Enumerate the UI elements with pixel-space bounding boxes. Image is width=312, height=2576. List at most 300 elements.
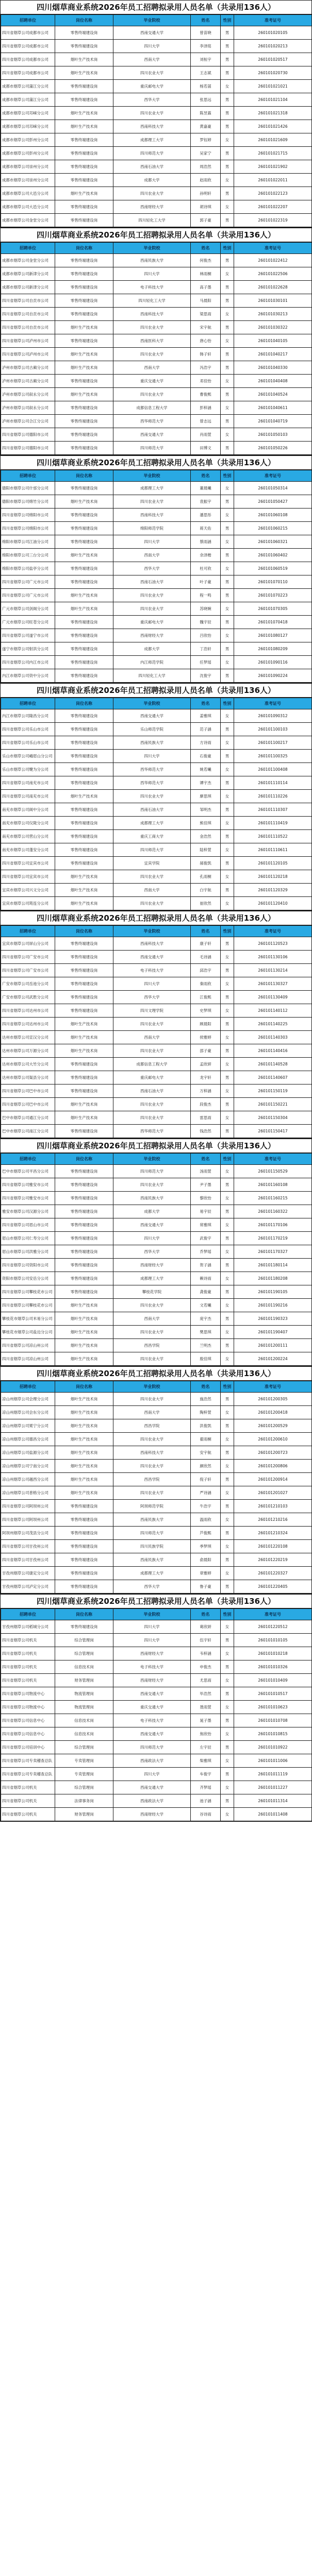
table-row [1, 1781, 312, 1794]
table-row [1, 1205, 312, 1218]
cell-gender: 男 [221, 1553, 234, 1567]
cell-gender: 男 [221, 1285, 234, 1299]
cell-gender: 男 [221, 830, 234, 843]
table-row [1, 1540, 312, 1553]
cell-school: 四川农业大学 [113, 1098, 191, 1111]
cell-ticket: 260101200806 [234, 1460, 312, 1473]
cell-post: 烟叶生产技术岗 [55, 1352, 113, 1366]
cell-ticket: 260101120105 [234, 857, 312, 870]
cell-unit: 四川省烟草公司广安市公司 [1, 964, 55, 977]
cell-ticket: 260101140303 [234, 1031, 312, 1044]
cell-unit: 四川省烟草公司机关 [1, 1808, 55, 1821]
cell-name: 章雅婷 [191, 1567, 221, 1580]
cell-school: 四川大学 [113, 1232, 191, 1245]
cell-ticket: 260101220327 [234, 1567, 312, 1580]
column-header-name: 姓名 [191, 698, 221, 709]
cell-gender: 男 [221, 26, 234, 40]
table-row [1, 937, 312, 951]
cell-unit: 凉山州烟草公司冕宁分公司 [1, 1419, 55, 1433]
cell-school: 四川大学 [113, 1768, 191, 1781]
cell-name: 姜雅琪 [191, 709, 221, 723]
cell-name: 廖思琪 [191, 790, 221, 803]
cell-school: 四川大学 [113, 750, 191, 763]
column-header-ticket: 准考证号 [234, 1609, 312, 1620]
column-header-school: 毕业院校 [113, 698, 191, 709]
cell-name: 蒋天佑 [191, 522, 221, 535]
cell-gender: 男 [221, 1098, 234, 1111]
cell-name: 白宇航 [191, 884, 221, 897]
cell-post: 综合管理岗 [55, 1781, 113, 1794]
cell-name: 杜可欣 [191, 562, 221, 575]
cell-unit: 成都市烟草公司彭州分公司 [1, 147, 55, 160]
cell-school: 四川农业大学 [113, 66, 191, 80]
cell-unit: 四川省烟草公司资阳市公司 [1, 1259, 55, 1272]
cell-unit: 成都市烟草公司金堂分公司 [1, 214, 55, 227]
cell-unit: 甘孜州烟草公司泸定分公司 [1, 1580, 55, 1594]
cell-post: 零售终端建设岗 [55, 817, 113, 830]
cell-unit: 四川省烟草公司绵阳市公司 [1, 522, 55, 535]
table-row [1, 1406, 312, 1419]
cell-post: 零售终端建设岗 [55, 1513, 113, 1527]
cell-name: 黎欣怡 [191, 1192, 221, 1205]
cell-gender: 男 [221, 495, 234, 509]
cell-unit: 四川省烟草公司成都市公司 [1, 66, 55, 80]
cell-gender: 女 [221, 80, 234, 93]
cell-unit: 四川省烟草公司信息中心 [1, 1714, 55, 1727]
cell-gender: 男 [221, 1714, 234, 1727]
cell-unit: 巴中市烟草公司南江分公司 [1, 1125, 55, 1138]
cell-ticket: 260101170106 [234, 1218, 312, 1232]
cell-unit: 四川省烟草公司宜宾市公司 [1, 857, 55, 870]
cell-ticket: 260101021902 [234, 160, 312, 174]
cell-school: 西南大学 [113, 1406, 191, 1419]
cell-gender: 男 [221, 1071, 234, 1084]
cell-name: 樊思琪 [191, 1326, 221, 1339]
cell-gender: 女 [221, 1084, 234, 1098]
cell-ticket: 260101160215 [234, 1192, 312, 1205]
cell-gender: 女 [221, 133, 234, 147]
table-row [1, 1433, 312, 1446]
table-row [1, 1004, 312, 1018]
cell-gender: 女 [221, 562, 234, 575]
cell-name: 邵子豪 [191, 1044, 221, 1058]
cell-ticket: 260101010409 [234, 1674, 312, 1687]
cell-gender: 女 [221, 1754, 234, 1768]
cell-ticket: 260101190407 [234, 1326, 312, 1339]
column-header-unit: 招聘单位 [1, 15, 55, 26]
cell-school: 四川师范大学 [113, 1741, 191, 1754]
cell-gender: 女 [221, 375, 234, 388]
cell-post: 零售终端建设岗 [55, 575, 113, 589]
cell-post: 综合管理岗 [55, 1741, 113, 1754]
cell-unit: 巴中市烟草公司平昌分公司 [1, 1165, 55, 1178]
cell-ticket: 260101010105 [234, 1634, 312, 1647]
table-row [1, 1018, 312, 1031]
cell-post: 烟叶生产技术岗 [55, 1299, 113, 1312]
cell-ticket: 260101150221 [234, 1098, 312, 1111]
cell-unit: 四川省烟草公司雅安市公司 [1, 1178, 55, 1192]
cell-name: 魏宇辰 [191, 616, 221, 629]
cell-post: 零售终端建设岗 [55, 803, 113, 817]
table-row [1, 1245, 312, 1259]
cell-ticket: 260101022412 [234, 254, 312, 267]
cell-ticket: 260101050226 [234, 442, 312, 455]
column-header-name: 姓名 [191, 926, 221, 937]
cell-name: 丁浩轩 [191, 642, 221, 656]
cell-name: 毛诗涵 [191, 951, 221, 964]
cell-gender: 男 [221, 1393, 234, 1406]
cell-post: 烟叶生产技术岗 [55, 870, 113, 884]
cell-name: 殷佳琪 [191, 1352, 221, 1366]
table-row [1, 401, 312, 415]
cell-school: 四川农业大学 [113, 1352, 191, 1366]
column-header-ticket: 准考证号 [234, 1381, 312, 1393]
section-title: 四川烟草商业系统2026年员工招聘拟录用人员名单（共录用136人） [1, 911, 311, 925]
cell-gender: 男 [221, 214, 234, 227]
column-header-unit: 招聘单位 [1, 1154, 55, 1165]
table-row [1, 575, 312, 589]
cell-post: 零售终端建设岗 [55, 1084, 113, 1098]
cell-gender: 女 [221, 817, 234, 830]
cell-name: 赵雨欣 [191, 174, 221, 187]
cell-school: 四川农业大学 [113, 790, 191, 803]
cell-ticket: 260101011314 [234, 1794, 312, 1808]
cell-post: 零售终端建设岗 [55, 1218, 113, 1232]
cell-post: 物流管理岗 [55, 1701, 113, 1714]
cell-ticket: 260101130214 [234, 964, 312, 977]
cell-unit: 达州市烟草公司万源分公司 [1, 1044, 55, 1058]
cell-unit: 成都市烟草公司蒲江分公司 [1, 80, 55, 93]
column-header-gender: 性别 [221, 15, 234, 26]
cell-unit: 四川省烟草公司培训中心 [1, 1741, 55, 1754]
cell-name: 翟雨桐 [191, 1433, 221, 1446]
cell-name: 曾苗晓 [191, 26, 221, 40]
cell-school: 四川大学 [113, 40, 191, 53]
cell-name: 张思远 [191, 93, 221, 107]
roster-section [0, 1594, 312, 1822]
cell-ticket: 260101060215 [234, 522, 312, 535]
cell-ticket: 260101010218 [234, 1647, 312, 1660]
cell-name: 易宇辰 [191, 1205, 221, 1218]
cell-school: 西华师范大学 [113, 776, 191, 790]
column-header-post: 岗位名称 [55, 15, 113, 26]
cell-ticket: 260101011006 [234, 1754, 312, 1768]
cell-gender: 男 [221, 1205, 234, 1218]
table-row [1, 1232, 312, 1245]
table-row [1, 1794, 312, 1808]
table-row [1, 294, 312, 308]
cell-school: 四川农业大学 [113, 1486, 191, 1500]
cell-post: 零售终端建设岗 [55, 1620, 113, 1634]
cell-gender: 女 [221, 843, 234, 857]
cell-post: 烟叶生产技术岗 [55, 120, 113, 133]
cell-school: 西南交通大学 [113, 1781, 191, 1794]
cell-school: 四川大学 [113, 267, 191, 281]
cell-name: 罗钰婷 [191, 133, 221, 147]
cell-name: 姚若曦 [191, 763, 221, 776]
cell-ticket: 260101010708 [234, 1714, 312, 1727]
table-row [1, 1754, 312, 1768]
roster-table [1, 1608, 312, 1821]
cell-name: 冯浩宇 [191, 361, 221, 375]
cell-name: 郝俊凯 [191, 857, 221, 870]
column-header-ticket: 准考证号 [234, 15, 312, 26]
cell-ticket: 260101160108 [234, 1178, 312, 1192]
cell-name: 石俊豪 [191, 750, 221, 763]
cell-ticket: 260101020730 [234, 66, 312, 80]
cell-school: 四川轻化工大学 [113, 294, 191, 308]
cell-name: 常雅琪 [191, 1218, 221, 1232]
section-title: 四川烟草商业系统2026年员工招聘拟录用人员名单（共录用136人） [1, 228, 311, 242]
cell-name: 武俊宇 [191, 1232, 221, 1245]
cell-school: 四川农业大学 [113, 1299, 191, 1312]
column-header-unit: 招聘单位 [1, 698, 55, 709]
cell-ticket: 260101080209 [234, 642, 312, 656]
column-header-gender: 性别 [221, 698, 234, 709]
cell-school: 成都理工大学 [113, 1567, 191, 1580]
column-header-ticket: 准考证号 [234, 470, 312, 482]
cell-ticket: 260101150529 [234, 1165, 312, 1178]
cell-unit: 遂宁市烟草公司射洪分公司 [1, 642, 55, 656]
table-row [1, 602, 312, 616]
table-row [1, 803, 312, 817]
cell-post: 烟叶生产技术岗 [55, 348, 113, 361]
cell-post: 烟叶生产技术岗 [55, 1044, 113, 1058]
cell-name: 康子轩 [191, 937, 221, 951]
cell-gender: 女 [221, 1326, 234, 1339]
cell-unit: 四川省烟草公司阿坝州公司 [1, 1513, 55, 1527]
cell-gender: 男 [221, 589, 234, 602]
cell-school: 成都大学 [113, 1205, 191, 1218]
cell-unit: 宜宾市烟草公司筠连分公司 [1, 897, 55, 910]
table-row [1, 308, 312, 321]
cell-gender: 男 [221, 1419, 234, 1433]
cell-unit: 四川省烟草公司机关 [1, 1634, 55, 1647]
cell-school: 西南交通大学 [113, 1687, 191, 1701]
cell-post: 零售终端建设岗 [55, 428, 113, 442]
cell-unit: 广元市烟草公司剑阁分公司 [1, 602, 55, 616]
table-row [1, 1701, 312, 1714]
cell-school: 成都理工大学 [113, 133, 191, 147]
cell-school: 四川农业大学 [113, 870, 191, 884]
cell-school: 西南科技大学 [113, 1446, 191, 1460]
cell-name: 唐心怡 [191, 334, 221, 348]
roster-table [1, 14, 312, 227]
cell-school: 内江师范学院 [113, 656, 191, 669]
cell-gender: 男 [221, 549, 234, 562]
cell-gender: 女 [221, 482, 234, 495]
cell-gender: 男 [221, 776, 234, 790]
cell-gender: 男 [221, 348, 234, 361]
cell-post: 零售终端建设岗 [55, 1205, 113, 1218]
cell-school: 四川师范大学 [113, 442, 191, 455]
table-row [1, 763, 312, 776]
cell-gender: 男 [221, 750, 234, 763]
cell-name: 尤思雨 [191, 1674, 221, 1687]
cell-ticket: 260101030101 [234, 294, 312, 308]
cell-name: 秦雨欣 [191, 977, 221, 991]
cell-gender: 男 [221, 1634, 234, 1647]
cell-ticket: 260101070110 [234, 575, 312, 589]
cell-school: 成都信息工程大学 [113, 401, 191, 415]
cell-school: 电子科技大学 [113, 1714, 191, 1727]
cell-post: 零售终端建设岗 [55, 80, 113, 93]
cell-unit: 成都市烟草公司蒲江分公司 [1, 93, 55, 107]
cell-school: 电子科技大学 [113, 964, 191, 977]
cell-unit: 四川省烟草公司甘孜州公司 [1, 1553, 55, 1567]
cell-ticket: 260101022123 [234, 187, 312, 200]
table-row [1, 509, 312, 522]
cell-unit: 四川省烟草公司巴中市公司 [1, 1098, 55, 1111]
cell-ticket: 260101200305 [234, 1393, 312, 1406]
cell-school: 成都理工大学 [113, 1272, 191, 1285]
cell-unit: 内江市烟草公司资中分公司 [1, 669, 55, 683]
cell-gender: 男 [221, 1794, 234, 1808]
cell-post: 烟叶生产技术岗 [55, 1339, 113, 1352]
table-row [1, 1647, 312, 1660]
cell-post: 烟叶生产技术岗 [55, 549, 113, 562]
cell-gender: 男 [221, 575, 234, 589]
cell-post: 零售终端建设岗 [55, 951, 113, 964]
cell-ticket: 260101140528 [234, 1058, 312, 1071]
cell-school: 四川师范大学 [113, 147, 191, 160]
cell-ticket: 260101060108 [234, 509, 312, 522]
column-header-name: 姓名 [191, 15, 221, 26]
cell-school: 四川农业大学 [113, 1433, 191, 1446]
table-row [1, 254, 312, 267]
cell-unit: 凉山州烟草公司盐源分公司 [1, 1446, 55, 1460]
cell-ticket: 260101180114 [234, 1259, 312, 1272]
cell-post: 零售终端建设岗 [55, 535, 113, 549]
cell-post: 零售终端建设岗 [55, 1567, 113, 1580]
cell-post: 零售终端建设岗 [55, 709, 113, 723]
cell-school: 西南石油大学 [113, 1084, 191, 1098]
cell-school: 四川师范大学 [113, 1165, 191, 1178]
cell-gender: 女 [221, 308, 234, 321]
table-row [1, 776, 312, 790]
cell-school: 西南政法大学 [113, 1794, 191, 1808]
cell-name: 谭宇杰 [191, 776, 221, 790]
cell-post: 烟叶生产技术岗 [55, 1419, 113, 1433]
table-row [1, 549, 312, 562]
cell-ticket: 260101020105 [234, 26, 312, 40]
cell-name: 韦梓涵 [191, 1647, 221, 1660]
cell-post: 烟叶生产技术岗 [55, 1326, 113, 1339]
cell-name: 邓佳怡 [191, 375, 221, 388]
cell-name: 刘桓宇 [191, 53, 221, 66]
cell-ticket: 260101010326 [234, 1660, 312, 1674]
cell-gender: 男 [221, 669, 234, 683]
cell-post: 财务管理岗 [55, 1674, 113, 1687]
cell-post: 专卖管理岗 [55, 1754, 113, 1768]
cell-name: 金浩然 [191, 830, 221, 843]
cell-school: 四川农业大学 [113, 1326, 191, 1339]
table-row [1, 53, 312, 66]
cell-gender: 女 [221, 267, 234, 281]
cell-ticket: 260101200610 [234, 1433, 312, 1446]
cell-post: 零售终端建设岗 [55, 750, 113, 763]
table-row [1, 187, 312, 200]
cell-unit: 四川省烟草公司泸州市公司 [1, 348, 55, 361]
cell-post: 零售终端建设岗 [55, 254, 113, 267]
cell-gender: 男 [221, 415, 234, 428]
cell-school: 西华师范大学 [113, 763, 191, 776]
cell-post: 财务管理岗 [55, 1808, 113, 1821]
cell-school: 西南交通大学 [113, 26, 191, 40]
cell-school: 西南科技大学 [113, 120, 191, 133]
cell-school: 四川农业大学 [113, 1111, 191, 1125]
cell-name: 芦俊熙 [191, 1527, 221, 1540]
cell-unit: 四川省烟草公司南充市公司 [1, 790, 55, 803]
cell-gender: 女 [221, 602, 234, 616]
table-row [1, 160, 312, 174]
cell-school: 西南财经大学 [113, 629, 191, 642]
table-row [1, 1580, 312, 1594]
table-row [1, 1098, 312, 1111]
cell-name: 庞宇杰 [191, 1312, 221, 1326]
table-row [1, 1620, 312, 1634]
cell-ticket: 260101070305 [234, 602, 312, 616]
header-row [1, 15, 312, 26]
cell-ticket: 260101011408 [234, 1808, 312, 1821]
cell-post: 零售终端建设岗 [55, 1259, 113, 1272]
cell-gender: 男 [221, 321, 234, 334]
cell-post: 烟叶生产技术岗 [55, 1433, 113, 1446]
cell-post: 零售终端建设岗 [55, 482, 113, 495]
cell-unit: 泸州市烟草公司叙永分公司 [1, 388, 55, 401]
cell-unit: 凉山州烟草公司越西分公司 [1, 1473, 55, 1486]
cell-unit: 四川省烟草公司广安市公司 [1, 951, 55, 964]
cell-post: 零售终端建设岗 [55, 736, 113, 750]
cell-name: 晁子墨 [191, 1714, 221, 1727]
cell-unit: 宜宾市烟草公司屏山分公司 [1, 937, 55, 951]
cell-post: 零售终端建设岗 [55, 1580, 113, 1594]
column-header-gender: 性别 [221, 470, 234, 482]
column-header-school: 毕业院校 [113, 470, 191, 482]
cell-school: 四川轻化工大学 [113, 669, 191, 683]
cell-school: 四川农业大学 [113, 589, 191, 602]
cell-name: 顾晨阳 [191, 1018, 221, 1031]
cell-ticket: 260101180208 [234, 1272, 312, 1285]
cell-name: 谷诗雨 [191, 1808, 221, 1821]
column-header-school: 毕业院校 [113, 1609, 191, 1620]
cell-school: 成都理工大学 [113, 817, 191, 830]
cell-ticket: 260101011227 [234, 1781, 312, 1794]
cell-post: 零售终端建设岗 [55, 763, 113, 776]
cell-ticket: 260101021609 [234, 133, 312, 147]
cell-ticket: 260101050314 [234, 482, 312, 495]
cell-gender: 女 [221, 428, 234, 442]
cell-unit: 四川省烟草公司成都市公司 [1, 40, 55, 53]
cell-name: 程一鸣 [191, 589, 221, 602]
cell-name: 潘思彤 [191, 509, 221, 522]
table-row [1, 495, 312, 509]
cell-unit: 成都市烟草公司崇州分公司 [1, 160, 55, 174]
cell-school: 重庆交通大学 [113, 1701, 191, 1714]
cell-name: 龚俊豪 [191, 1285, 221, 1299]
cell-gender: 男 [221, 937, 234, 951]
cell-post: 零售终端建设岗 [55, 642, 113, 656]
roster-table [1, 1381, 312, 1594]
cell-ticket: 260101030322 [234, 321, 312, 334]
cell-post: 零售终端建设岗 [55, 509, 113, 522]
cell-school: 四川大学 [113, 1620, 191, 1634]
cell-ticket: 260101110226 [234, 790, 312, 803]
cell-name: 高子墨 [191, 281, 221, 294]
cell-gender: 男 [221, 1473, 234, 1486]
cell-name: 崔欣然 [191, 897, 221, 910]
cell-school: 西南民族大学 [113, 736, 191, 750]
